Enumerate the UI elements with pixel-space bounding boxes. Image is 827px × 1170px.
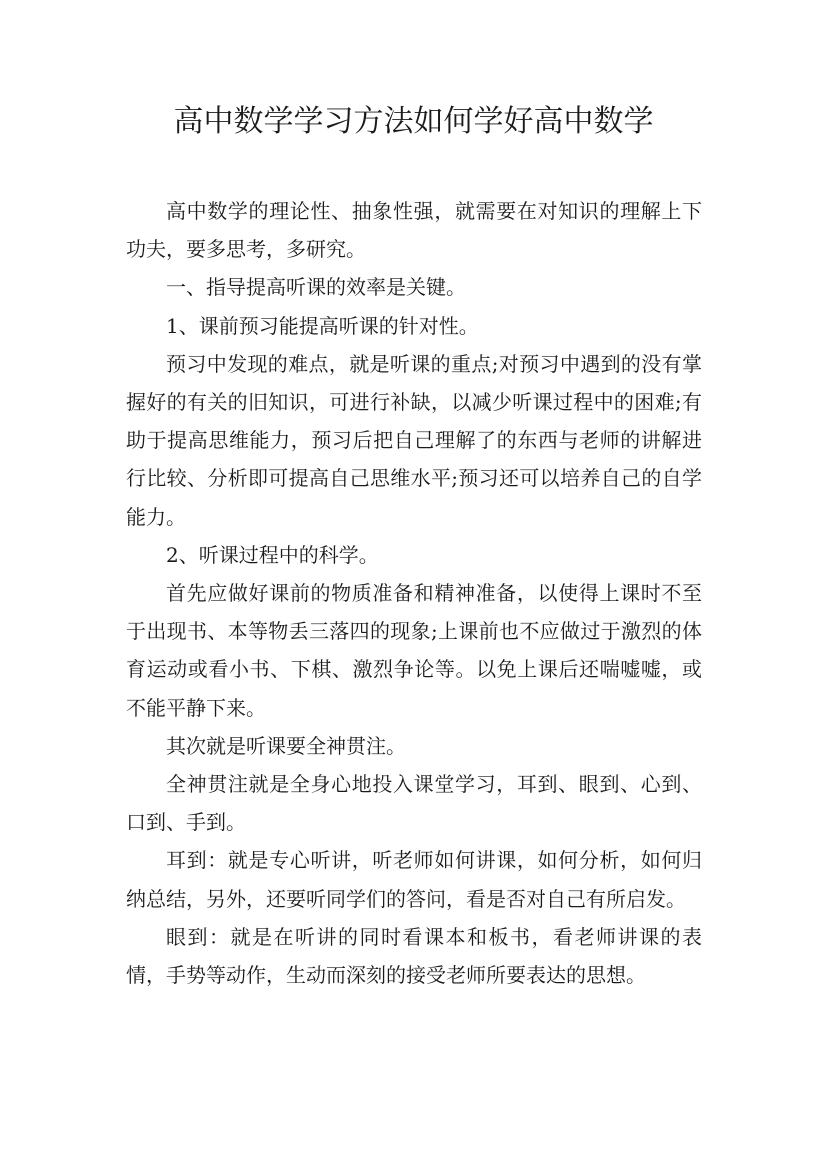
document-body (126, 192, 702, 994)
paragraph-eyes: 眼到：就是在听讲的同时看课本和板书，看老师讲课的表情，手势等动作，生动而深刻的接受老师所要表达的思想。 (126, 924, 702, 988)
paragraph-section-1-heading: 一、指导提高听课的效率是关键。 (166, 275, 466, 300)
document-title: 高中数学学习方法如何学好高中数学 (173, 104, 654, 139)
paragraph-subsection-2-heading: 2、听课过程中的科学。 (166, 542, 379, 567)
paragraph-preview-benefits: 预习中发现的难点，就是听课的重点;对预习中遇到的没有掌握好的有关的旧知识，可进行补缺，以减少听课过程中的困难;有助于提高思维能力，预习后把自己理解了的东西与老师的讲解进行比较、分析即可提高自己思维水平;预习还可以培养自己的自学能力。 (126, 351, 702, 529)
paragraph-subsection-1-heading: 1、课前预习能提高听课的针对性。 (166, 313, 479, 338)
paragraph-focus-heading: 其次就是听课要全神贯注。 (166, 733, 406, 758)
paragraph-focus-definition: 全神贯注就是全身心地投入课堂学习，耳到、眼到、心到、口到、手到。 (126, 772, 702, 835)
paragraph-ears: 耳到：就是专心听讲，听老师如何讲课，如何分析，如何归纳总结，另外，还要听同学们的答问，看是否对自己有所启发。 (126, 848, 702, 911)
paragraph-intro: 高中数学的理论性、抽象性强，就需要在对知识的理解上下功夫，要多思考，多研究。 (126, 199, 702, 262)
paragraph-preparation: 首先应做好课前的物质准备和精神准备，以使得上课时不至于出现书、本等物丢三落四的现象;上课前也不应做过于激烈的体育运动或看小书、下棋、激烈争论等。以免上课后还喘嘘嘘，或不能平静下来。 (126, 581, 702, 720)
